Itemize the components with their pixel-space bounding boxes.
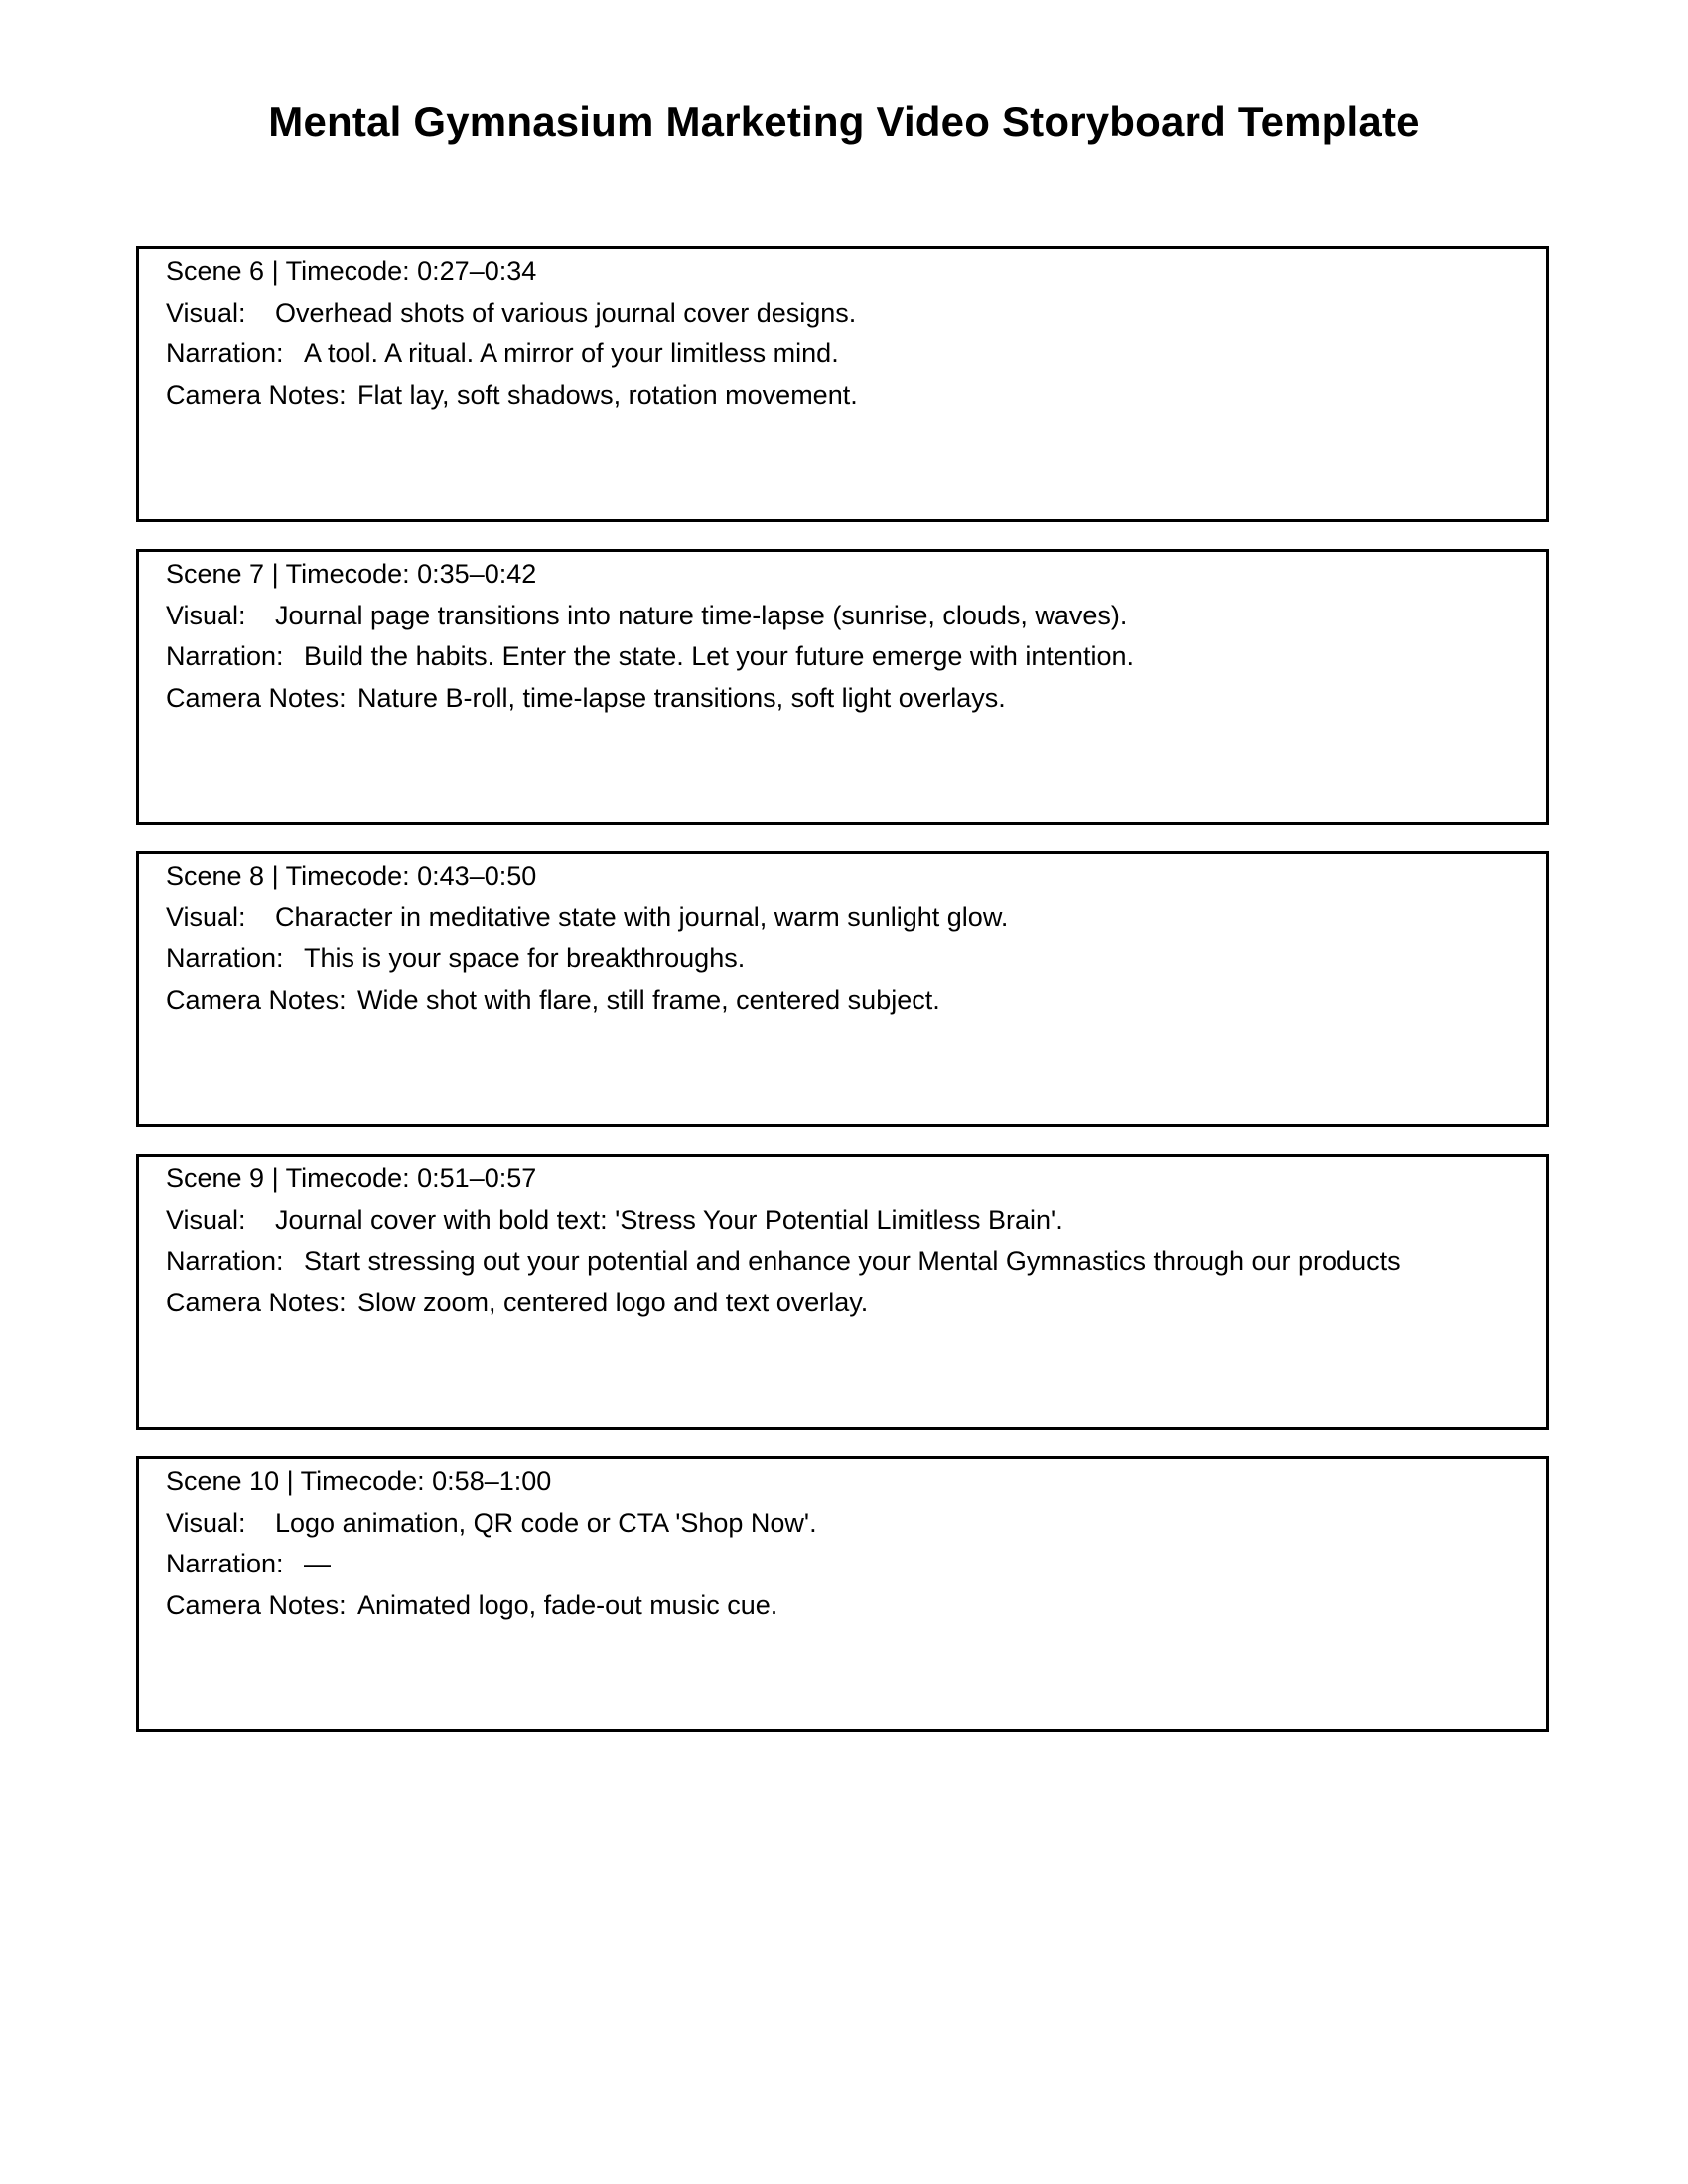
- narration-row: [166, 334, 1546, 375]
- visual-row: [166, 1503, 1546, 1545]
- scene-box-8: [136, 851, 1549, 1127]
- scene-heading: Scene 6 | Timecode: 0:27–0:34: [166, 256, 537, 286]
- camera-notes-text: Flat lay, soft shadows, rotation movement.: [357, 379, 858, 410]
- narration-label: Narration:: [166, 1549, 284, 1578]
- camera-notes-text: Animated logo, fade-out music cue.: [357, 1589, 778, 1620]
- camera-notes-label: Camera Notes:: [166, 682, 347, 713]
- visual-label: Visual:: [166, 901, 246, 932]
- narration-label: Narration:: [166, 339, 284, 368]
- camera-notes-label: Camera Notes:: [166, 1589, 347, 1620]
- camera-notes-text: Nature B-roll, time-lapse transitions, soft light overlays.: [357, 682, 1006, 713]
- visual-text: Journal page transitions into nature time-lapse (sunrise, clouds, waves).: [275, 600, 1128, 630]
- scene-box-10: [136, 1456, 1549, 1732]
- narration-text: This is your space for breakthroughs.: [304, 943, 746, 973]
- page-title: Mental Gymnasium Marketing Video Storyboard Template: [268, 98, 1420, 145]
- scene-heading: Scene 9 | Timecode: 0:51–0:57: [166, 1163, 537, 1193]
- camera-notes-row: [166, 375, 1546, 417]
- camera-notes-label: Camera Notes:: [166, 984, 347, 1015]
- visual-row: [166, 596, 1546, 637]
- scene-heading: Scene 7 | Timecode: 0:35–0:42: [166, 559, 537, 589]
- narration-label: Narration:: [166, 943, 284, 973]
- camera-notes-text: Slow zoom, centered logo and text overlay.: [357, 1287, 869, 1317]
- narration-text: Build the habits. Enter the state. Let your future emerge with intention.: [304, 641, 1134, 671]
- narration-text: —: [304, 1549, 331, 1578]
- narration-text: Start stressing out your potential and enhance your Mental Gymnastics through our products: [304, 1246, 1401, 1276]
- scene-heading: Scene 8 | Timecode: 0:43–0:50: [166, 861, 537, 890]
- visual-row: [166, 293, 1546, 335]
- narration-text: A tool. A ritual. A mirror of your limitless mind.: [304, 339, 839, 368]
- scene-box-6: [136, 246, 1549, 522]
- camera-notes-row: [166, 678, 1546, 720]
- visual-text: Overhead shots of various journal cover designs.: [275, 297, 857, 328]
- narration-row: [166, 938, 1546, 980]
- visual-text: Journal cover with bold text: 'Stress Your Potential Limitless Brain'.: [275, 1204, 1063, 1235]
- scene-box-9: [136, 1154, 1549, 1430]
- visual-label: Visual:: [166, 600, 246, 630]
- camera-notes-label: Camera Notes:: [166, 1287, 347, 1317]
- narration-label: Narration:: [166, 641, 284, 671]
- camera-notes-row: [166, 1283, 1546, 1324]
- narration-row: [166, 1241, 1546, 1283]
- camera-notes-row: [166, 1585, 1546, 1627]
- visual-row: [166, 1200, 1546, 1242]
- camera-notes-row: [166, 980, 1546, 1022]
- visual-text: Logo animation, QR code or CTA 'Shop Now'.: [275, 1507, 817, 1538]
- narration-row: [166, 636, 1546, 678]
- scene-heading: Scene 10 | Timecode: 0:58–1:00: [166, 1466, 552, 1496]
- visual-text: Character in meditative state with journal, warm sunlight glow.: [275, 901, 1009, 932]
- visual-row: [166, 897, 1546, 939]
- narration-label: Narration:: [166, 1246, 284, 1276]
- narration-row: [166, 1544, 1546, 1585]
- scene-box-7: [136, 549, 1549, 825]
- visual-label: Visual:: [166, 1507, 246, 1538]
- camera-notes-label: Camera Notes:: [166, 379, 347, 410]
- visual-label: Visual:: [166, 297, 246, 328]
- visual-label: Visual:: [166, 1204, 246, 1235]
- camera-notes-text: Wide shot with flare, still frame, centered subject.: [357, 984, 940, 1015]
